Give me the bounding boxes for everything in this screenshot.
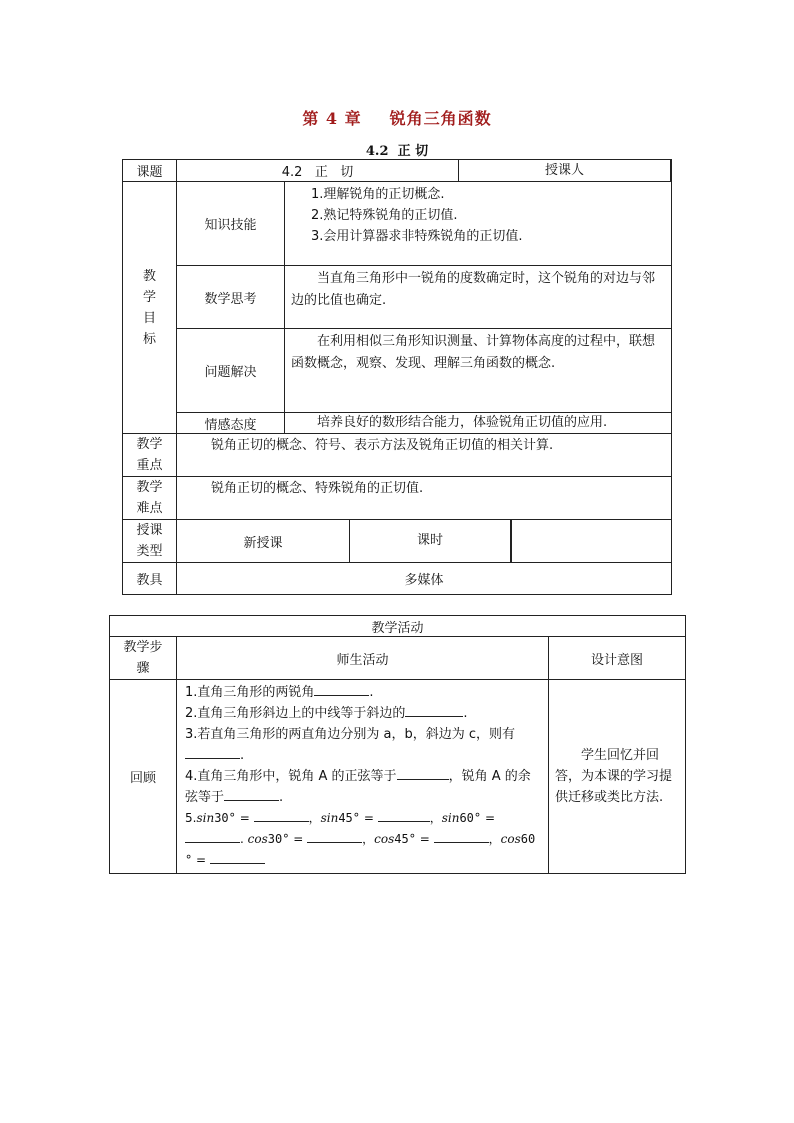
review-question-2: 2.直角三角形斜边上的中线等于斜边的 .: [185, 703, 542, 724]
teaching-activity-table: [109, 615, 686, 874]
lesson-plan-table: [122, 159, 672, 595]
answer-blank: [314, 682, 369, 696]
goal-label-thinking: 数学思考: [177, 266, 285, 329]
goal-knowledge-line: 2.熟记特殊锐角的正切值.: [311, 208, 458, 223]
answer-blank: [397, 766, 449, 780]
goal-label-problem: 问题解决: [177, 329, 285, 413]
goal-thinking-content: 当直角三角形中一锐角的度数确定时，这个锐角的对边与邻边的比值也确定.: [285, 266, 672, 329]
step-column-header: 教学步 骤: [110, 637, 177, 680]
answer-blank: [210, 850, 265, 864]
key-points-label: 教学 重点: [123, 434, 177, 477]
goals-label: 教 学 目 标: [123, 182, 177, 434]
goal-label-knowledge: 知识技能: [177, 182, 285, 266]
goal-label-attitude: 情感态度: [177, 413, 285, 434]
chapter-title: [0, 106, 794, 129]
review-question-1: 1.直角三角形的两锐角 .: [185, 682, 542, 703]
lesson-type-value: 新授课: [177, 520, 350, 563]
section-number: 4.2: [365, 144, 389, 159]
teacher-label: 授课人: [459, 160, 671, 181]
goal-knowledge-content: [285, 182, 672, 266]
class-hours-label: 课时: [350, 520, 511, 562]
chapter-name: 锐角三角函数: [389, 109, 492, 128]
chapter-number: 第 4 章: [302, 109, 362, 128]
intent-column-header: 设计意图: [549, 637, 686, 680]
empty-cell: [512, 520, 672, 563]
answer-blank: [434, 829, 489, 843]
topic-label: 课题: [123, 160, 177, 182]
teaching-tools-value: 多媒体: [177, 563, 672, 595]
difficulties-label: 教学 难点: [123, 477, 177, 520]
goal-knowledge-line: 3.会用计算器求非特殊锐角的正切值.: [311, 229, 523, 244]
answer-blank: [307, 829, 362, 843]
activity-column-header: 师生活动: [177, 637, 549, 680]
review-design-intent: 学生回忆并回答，为本课的学习提供迁移或类比方法.: [549, 680, 686, 874]
review-activity-content: [177, 680, 549, 874]
answer-blank: [405, 703, 463, 717]
answer-blank: [378, 808, 430, 822]
section-name: 正 切: [397, 144, 429, 159]
section-title: [0, 140, 794, 159]
review-question-4: 4.直角三角形中，锐角 A 的正弦等于 ，锐角 A 的余 弦等于 .: [185, 766, 542, 808]
difficulties-content: 锐角正切的概念、特殊锐角的正切值.: [177, 477, 672, 520]
review-question-5: 5.sin30° = ，sin45° = ，sin60° = . cos30° = ，cos45° = ，cos60 ° =: [185, 808, 542, 871]
lesson-type-label: 授课 类型: [123, 520, 177, 563]
answer-blank: [254, 808, 309, 822]
activity-table-title: 教学活动: [110, 616, 686, 637]
answer-blank: [185, 745, 240, 759]
goal-attitude-content: 培养良好的数形结合能力，体验锐角正切值的应用.: [285, 413, 672, 434]
topic-value: 4.2 正 切: [177, 160, 459, 182]
answer-blank: [224, 787, 279, 801]
step-review: 回顾: [110, 680, 177, 874]
teaching-tools-label: 教具: [123, 563, 177, 595]
review-question-3: 3.若直角三角形的两直角边分别为 a，b，斜边为 c，则有 .: [185, 727, 516, 763]
answer-blank: [185, 829, 240, 843]
goal-knowledge-line: 1.理解锐角的正切概念.: [311, 187, 445, 202]
goal-problem-content: 在利用相似三角形知识测量、计算物体高度的过程中，联想函数概念，观察、发现、理解三角函数的概念.: [285, 329, 672, 413]
key-points-content: 锐角正切的概念、符号、表示方法及锐角正切值的相关计算.: [177, 434, 672, 477]
